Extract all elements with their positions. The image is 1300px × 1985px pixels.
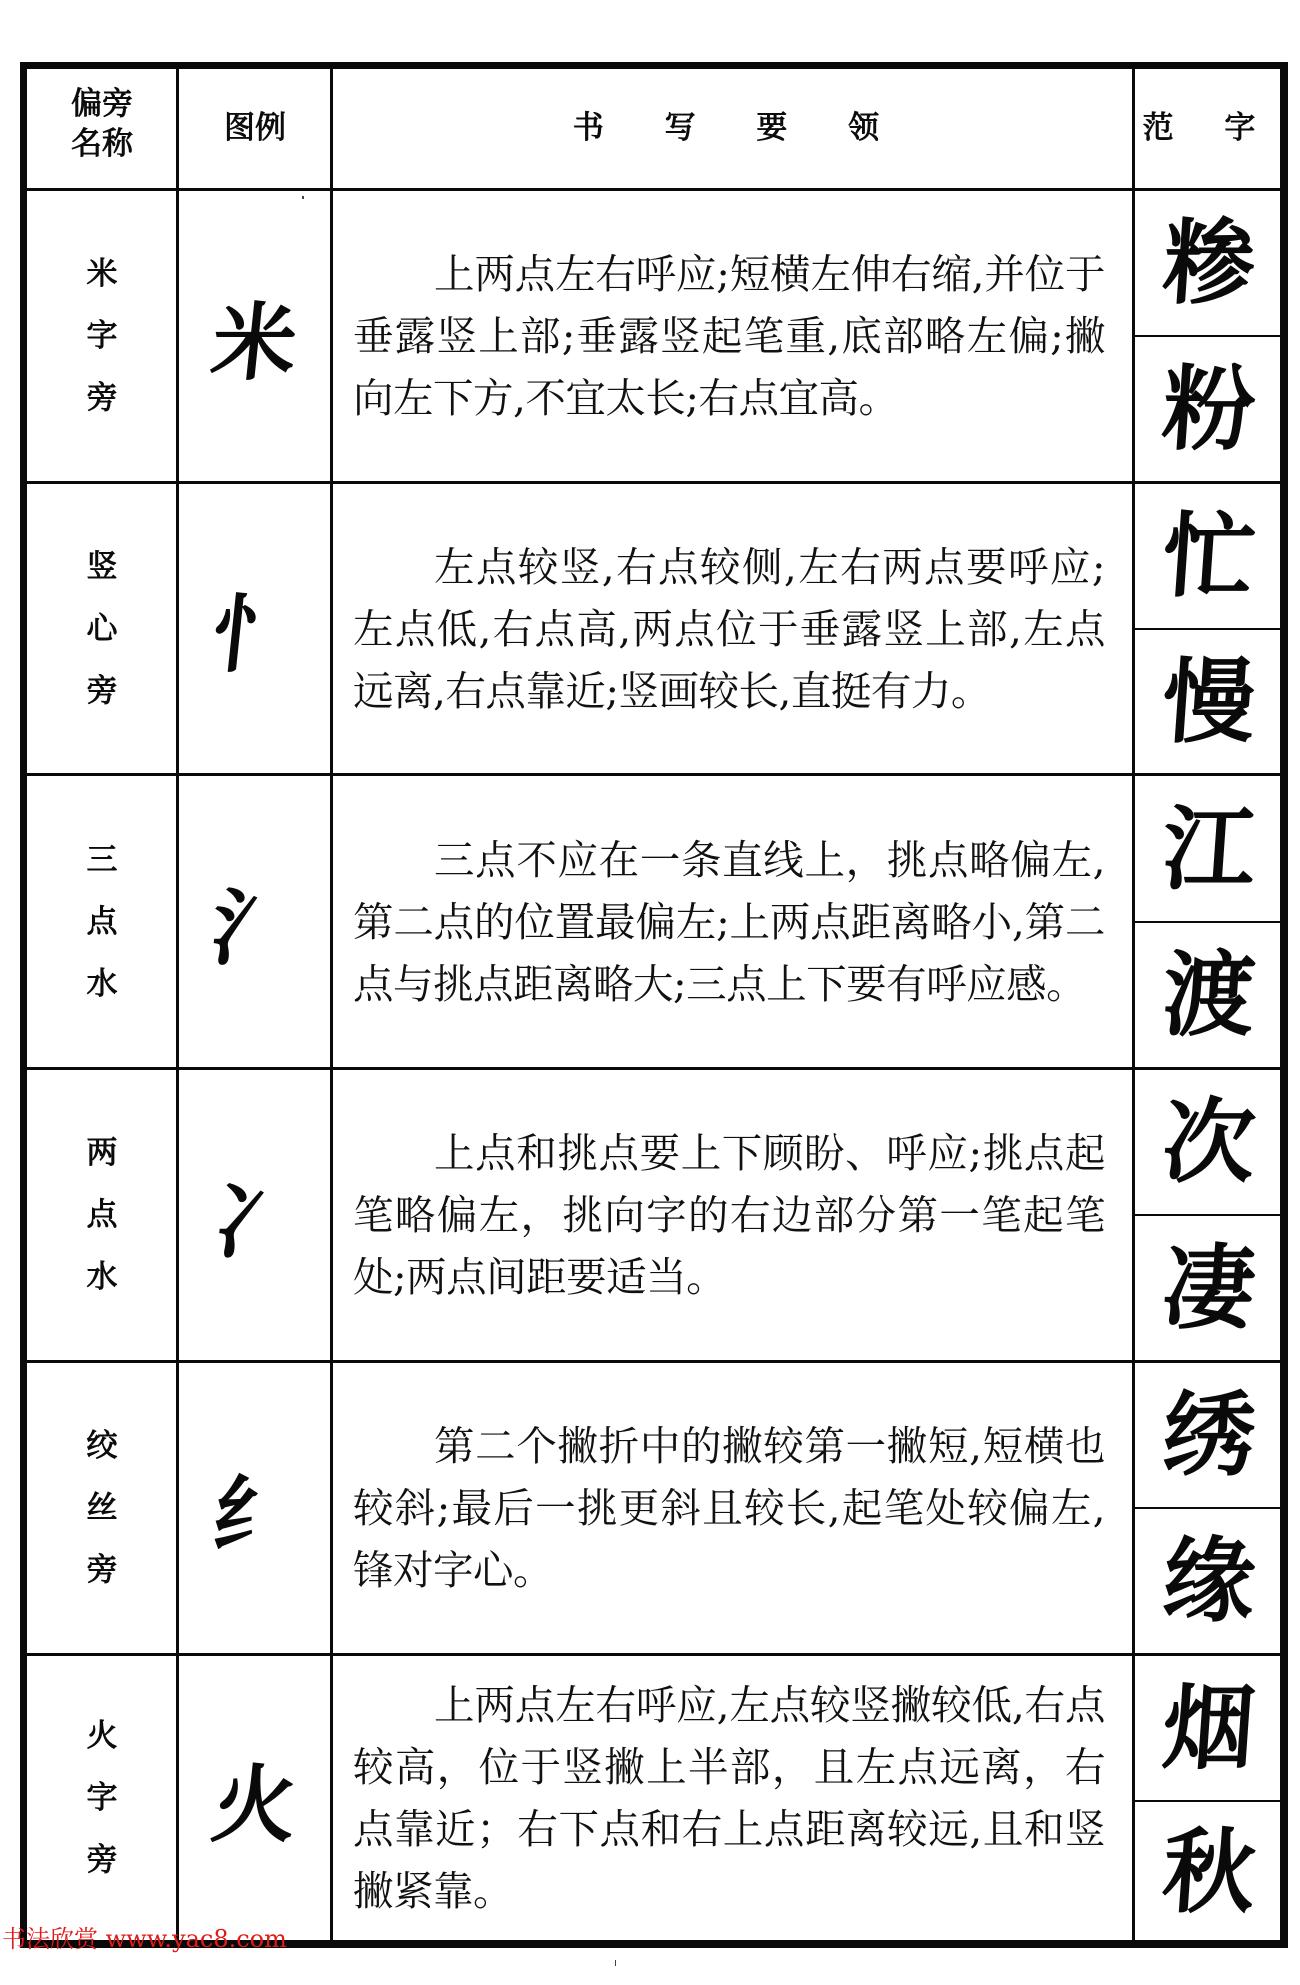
row-4-sample-1: 次 [1159,1088,1259,1196]
row-2-description: 左点较竖,右点较侧,左右两点要呼应;左点低,右点高,两点位于垂露竖上部,左点远离,右点靠近;竖画较长,直挺有力。 [353,542,1105,715]
scan-speck [615,1960,616,1966]
header-name-line-1: 偏旁 [71,86,133,122]
row-3-sample-2: 渡 [1159,941,1259,1049]
row-4-radical-name: 两 点 水 [86,1135,118,1295]
row-6-radical-name: 火 字 旁 [86,1718,118,1878]
header-description-column: 书 写 要 领 [572,110,894,146]
header-samples-column: 范 字 [1142,110,1276,146]
row-4-sample-2: 凄 [1159,1234,1259,1342]
header-name-line-2: 名称 [71,126,133,162]
watermark: 书法欣赏 www.yac8.com [2,1925,287,1953]
row-3-radical-name: 三 点 水 [86,841,118,1002]
divider-col-example [330,65,333,1945]
row-5-sample-2: 缘 [1159,1527,1259,1635]
radical-glyph-huo: 火 [207,1754,302,1854]
row-1-radical-name: 米 字 旁 [86,256,118,416]
header-example-column: 图例 [224,110,286,146]
radical-glyph-sandianshui: 氵 [207,878,302,977]
row-1-example [180,191,330,481]
radical-glyph-liangdianshui: 冫 [207,1171,302,1271]
radical-glyph-jiaosi: 纟 [207,1464,302,1564]
row-5-example [180,1363,330,1653]
radical-glyph-mi: 米 [207,292,302,392]
row-1-sample-1: 糁 [1159,209,1259,317]
row-3-example [180,776,330,1067]
row-3-sample-1: 江 [1159,794,1259,903]
row-3-description: 三点不应在一条直线上，挑点略偏左,第二点的位置最偏左;上两点距离略小,第二点与挑点距离略大;三点上下要有呼应感。 [353,835,1105,1008]
row-2-example [180,484,330,773]
row-6-sample-2: 秋 [1159,1818,1259,1926]
scan-speck [302,196,304,199]
row-5-sample-1: 绣 [1159,1381,1259,1489]
row-5-description: 第二个撇折中的撇较第一撇短,短横也较斜;最后一挑更斜且较长,起笔处较偏左,锋对字心。 [353,1422,1105,1594]
row-5-radical-name: 绞 丝 旁 [86,1428,118,1588]
row-1-description: 上两点左右呼应;短横左伸右缩,并位于垂露竖上部;垂露竖起笔重,底部略左偏;撇向左下方,不宜太长;右点宜高。 [353,250,1105,422]
row-6-example [180,1656,330,1940]
row-2-radical-name: 竖 心 旁 [86,548,118,709]
header-name-column [27,84,177,164]
row-4-example [180,1070,330,1360]
row-6-description: 上两点左右呼应,左点较竖撇较低,右点较高，位于竖撇上半部，且左点远离，右点靠近；右下点和右上点距离较远,且和竖撇紧靠。 [353,1681,1105,1915]
divider-col-desc [1132,65,1135,1945]
radical-glyph-shuxin: 忄 [207,585,302,684]
row-2-sample-2: 慢 [1159,647,1259,756]
row-4-description: 上点和挑点要上下顾盼、呼应;挑点起笔略偏左，挑向字的右边部分第一笔起笔处;两点间距要适当。 [353,1129,1105,1301]
row-6-sample-1: 烟 [1159,1674,1259,1782]
row-2-sample-1: 忙 [1159,502,1259,610]
row-1-sample-2: 粉 [1159,355,1259,463]
